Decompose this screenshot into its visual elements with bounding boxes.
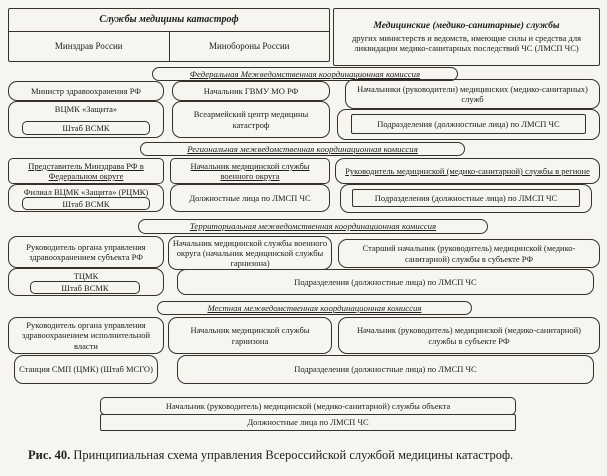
local-units: Подразделения (должностные лица) по ЛМСП ЧС [177, 355, 594, 384]
regional-other-units: Подразделения (должностные лица) по ЛМСП ЧС [352, 189, 580, 207]
territorial-vsmk-staff: Штаб ВСМК [30, 281, 140, 294]
territorial-units: Подразделения (должностные лица) по ЛМСП ЧС [177, 269, 594, 295]
federal-vcmk-zashchita: ВЦМК «Защита» [8, 101, 164, 138]
local-health-head: Руководитель органа управления здравоохранением исполнительной власти [8, 317, 164, 354]
regional-vsmk-staff: Штаб ВСМК [22, 197, 150, 210]
regional-other-chief: Руководитель медицинской (медико-санитарной) службы в регионе [335, 158, 600, 184]
figure-caption [28, 448, 588, 463]
federal-army-center: Всеармейский центр медицины катастроф [172, 101, 330, 138]
regional-vcmk-branch: Филиал ВЦМК «Защита» (РЦМК) [8, 184, 164, 212]
object-service-chief: Начальник (руководитель) медицинской (медико-санитарной) службы объекта [100, 397, 516, 415]
federal-other-units: Подразделения (должностные лица) по ЛМСП ЧС [351, 114, 586, 134]
territorial-health-head: Руководитель органа управления здравоохранением субъекта РФ [8, 236, 164, 268]
banner-territorial-commission: Территориальная межведомственная координационная комиссия [138, 219, 488, 234]
other-services-body: других министерств и ведомств, имеющие силы и средства для ликвидации медико-санитарных последствий ЧС (ЛМСП ЧС) [351, 32, 581, 54]
banner-local-commission: Местная межведомственная координационная комиссия [157, 301, 472, 315]
regional-military-units: Должностные лица по ЛМСП ЧС [170, 184, 330, 212]
federal-other-chiefs: Начальники (руководители) медицинских (медико-санитарных) служб [345, 79, 600, 109]
federal-vsmk-staff: Штаб ВСМК [22, 121, 150, 135]
regional-military-chief: Начальник медицинской службы военного округа [170, 158, 330, 184]
territorial-military-chief: Начальник медицинской службы военного округа (начальник медицинской службы гарнизона) [168, 236, 332, 270]
smk-title: Службы медицины катастроф [9, 9, 329, 32]
figure-caption-text: Принципиальная схема управления Всероссийской службой медицины катастроф. [70, 448, 514, 462]
other-services-title: Медицинские (медико-санитарные) службы [373, 20, 560, 31]
object-officials: Должностные лица по ЛМСП ЧС [100, 414, 516, 431]
header-other-ministries-services [333, 8, 600, 66]
cell-minoborony: Минобороны России [209, 41, 290, 52]
local-other-chief: Начальник (руководитель) медицинской (медико-санитарной) службы в субъекте РФ [338, 317, 600, 354]
banner-federal-commission: Федеральная Межведомственная координационная комиссия [152, 67, 458, 81]
local-smp-station: Станция СМП (ЦМК) (Штаб МСГО) [14, 355, 158, 384]
figure-caption-label: Рис. 40. [28, 448, 71, 462]
smk-cells [9, 32, 329, 61]
territorial-other-chief: Старший начальник (руководитель) медицинской (медико-санитарной) службы в субъекте РФ [338, 239, 600, 268]
regional-minzdrav-representative: Представитель Минздрава РФ в Федеральном округе [8, 158, 164, 184]
territorial-tcmk: ТЦМК [8, 268, 164, 296]
banner-regional-commission: Региональная межведомственная координационная комиссия [140, 142, 465, 156]
federal-health-minister: Министр здравоохранения РФ [8, 81, 164, 101]
header-disaster-medicine-services [8, 8, 330, 62]
federal-military-chief: Начальник ГВМУ МО РФ [172, 81, 330, 101]
local-garrison-chief: Начальник медицинской службы гарнизона [168, 317, 332, 354]
cell-minzdrav: Минздрав России [9, 32, 170, 61]
